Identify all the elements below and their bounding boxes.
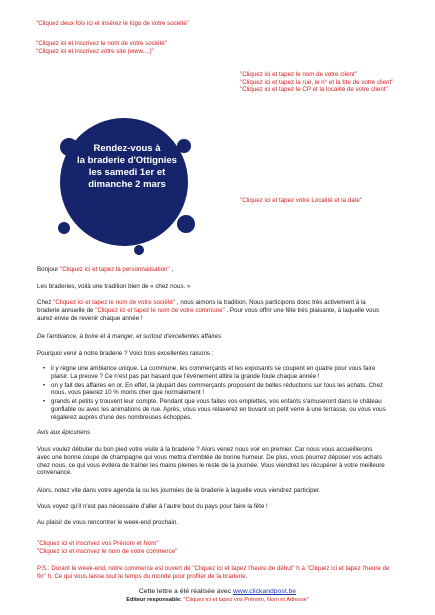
reasons-intro: Pourquoi venir à notre braderie ? Voici trois excellentes raisons : bbox=[37, 350, 214, 357]
client-street-field[interactable]: "Cliquez ici et tapez la rue, le n° et la bte de votre client" bbox=[240, 78, 394, 86]
recipient-block bbox=[240, 71, 393, 94]
signer-name-field[interactable]: "Cliquez ici et inscrivez vos Prénom et Nom" bbox=[37, 540, 159, 547]
ps-start-time-field[interactable]: "Cliquez ici et tapez l'heure de début" bbox=[192, 565, 295, 572]
early-birds-heading: Avis aux épicuriens bbox=[37, 429, 91, 436]
greeting-suffix: , bbox=[169, 266, 174, 273]
reason-item: • on y fait des affaires en or. En effet, la plupart des commerçants proposent de belles réductions sur tous les achats. Chez nous, vous paierez 10 % moins cher que normalement ! bbox=[45, 382, 387, 398]
ps-mid: h à bbox=[294, 565, 307, 572]
reasons-list bbox=[37, 365, 387, 423]
banner-line-1: Rendez-vous à bbox=[93, 143, 161, 154]
worth-paragraph: Vous voyez qu'il n'est pas nécessaire d'aller à l'autre bout du pays pour faire la fête ! bbox=[37, 503, 268, 510]
clickandpost-link[interactable]: www.clickandpost.be bbox=[232, 588, 297, 595]
company-site-field[interactable]: "Cliquez ici et inscrivez votre site (www....)" bbox=[36, 47, 154, 55]
footer-credit-text: Cette lettre a été réalisée avec bbox=[138, 588, 233, 595]
ps-end-time-field[interactable]: "Cliquez ici et tapez l'heure de fin" bbox=[37, 565, 390, 580]
client-city-field[interactable]: "Cliquez ici et tapez le CP et la localité de votre client" bbox=[240, 86, 388, 94]
editor-label: Editeur responsable: bbox=[126, 597, 184, 603]
footer-editor bbox=[0, 597, 435, 603]
intro-commune-field[interactable]: "Cliquez ici et tapez le nom de votre commune" bbox=[95, 306, 225, 314]
client-name-field[interactable]: "Cliquez ici et tapez le nom de votre client" bbox=[240, 71, 357, 78]
agenda-paragraph: Alors, notez vite dans votre agenda la ou les journées de la braderie à laquelle vous viendrez participer. bbox=[37, 487, 321, 494]
signature-block bbox=[37, 540, 387, 556]
greeting bbox=[37, 266, 387, 274]
tradition-paragraph: Les braderies, voilà une tradition bien de « chez nous. » bbox=[37, 283, 191, 290]
ps-prefix: P.S.: Durant le week-end, notre commerce est ouvert de bbox=[37, 565, 193, 572]
signer-company-field[interactable]: "Cliquez ici et inscrivez le nom de votre commerce" bbox=[37, 547, 178, 555]
reason-item: • il y règne une ambiance unique. La commune, les commerçants et les exposants se coupent en quatre pour vous faire plaisir. La preuve ? Ce n'est pas par hasard que l'événement attire la grande foule chaque année ! bbox=[45, 365, 387, 381]
company-name-field[interactable]: "Cliquez ici et inscrivez le nom de votre société" bbox=[36, 40, 167, 47]
greeting-prefix: Bonjour bbox=[37, 266, 61, 273]
event-banner-text bbox=[58, 143, 196, 191]
editor-field[interactable]: "Cliquez ici et tapez vos Prénom, Nom et Adresse" bbox=[183, 597, 309, 603]
intro-mid: , nous aimons la tradition. Nous participons donc très activement à la braderie annuelle de bbox=[37, 299, 366, 314]
intro-end: . Pour vous offrir une fête très plaisante, à laquelle vous aurez envie de revenir chaque année ! bbox=[37, 306, 380, 322]
banner-line-2: la braderie d'Ottignies bbox=[77, 155, 177, 166]
early-birds-paragraph: Vous voulez débuter du bon pied votre visite à la braderie ? Alors venez nous voir en premier. Car nous vous accueillerons avec une bonne coupe de champagne qui vous mettra d'emblée de bonne humeur. De plus, vous pourrez déposer vos achats chez nous, ce qui vous évitera de traîner les mains pleines le reste de la journée. Vous viendrez les récupérer à votre meilleure convenance. bbox=[37, 446, 385, 477]
logo-placeholder[interactable]: "Cliquez deux fois ici et insérez le logo de votre société" bbox=[36, 20, 189, 27]
intro-company-field[interactable]: "Cliquez ici et tapez le nom de votre société" bbox=[53, 299, 176, 306]
personalisation-field[interactable]: "Cliquez ici et tapez la personnalisation" bbox=[60, 266, 170, 273]
banner-line-4: dimanche 2 mars bbox=[88, 179, 166, 190]
place-date-field[interactable]: "Cliquez ici et tapez votre Localité et la date" bbox=[240, 197, 363, 204]
banner-line-3: les samedi 1er et bbox=[88, 167, 166, 178]
footer-credit bbox=[0, 588, 435, 595]
tagline: De l'ambiance, à boire et à manger, et surtout d'excellentes affaires bbox=[37, 333, 222, 340]
postscript bbox=[37, 565, 397, 581]
ps-suffix: h. Ce qui vous laisse tout le temps du monde pour profiter de la braderie. bbox=[45, 572, 248, 580]
intro-prefix: Chez bbox=[37, 299, 54, 306]
reason-item: • grands et petits y trouvent leur compte. Pendant que vous faites vos emplettes, vos enfants s'amuseront dans le château gonflable ou avec les animations de rue. Après, vous vous relaxerez en buvant un petit verre à une terrasse, ou vous vous régalerez auprès d'une des nombreuses échoppes. bbox=[45, 398, 387, 421]
intro-paragraph bbox=[37, 299, 387, 322]
closing-paragraph: Au plaisir de vous rencontrer le week-end prochain. bbox=[37, 519, 179, 526]
sender-block bbox=[36, 40, 167, 55]
